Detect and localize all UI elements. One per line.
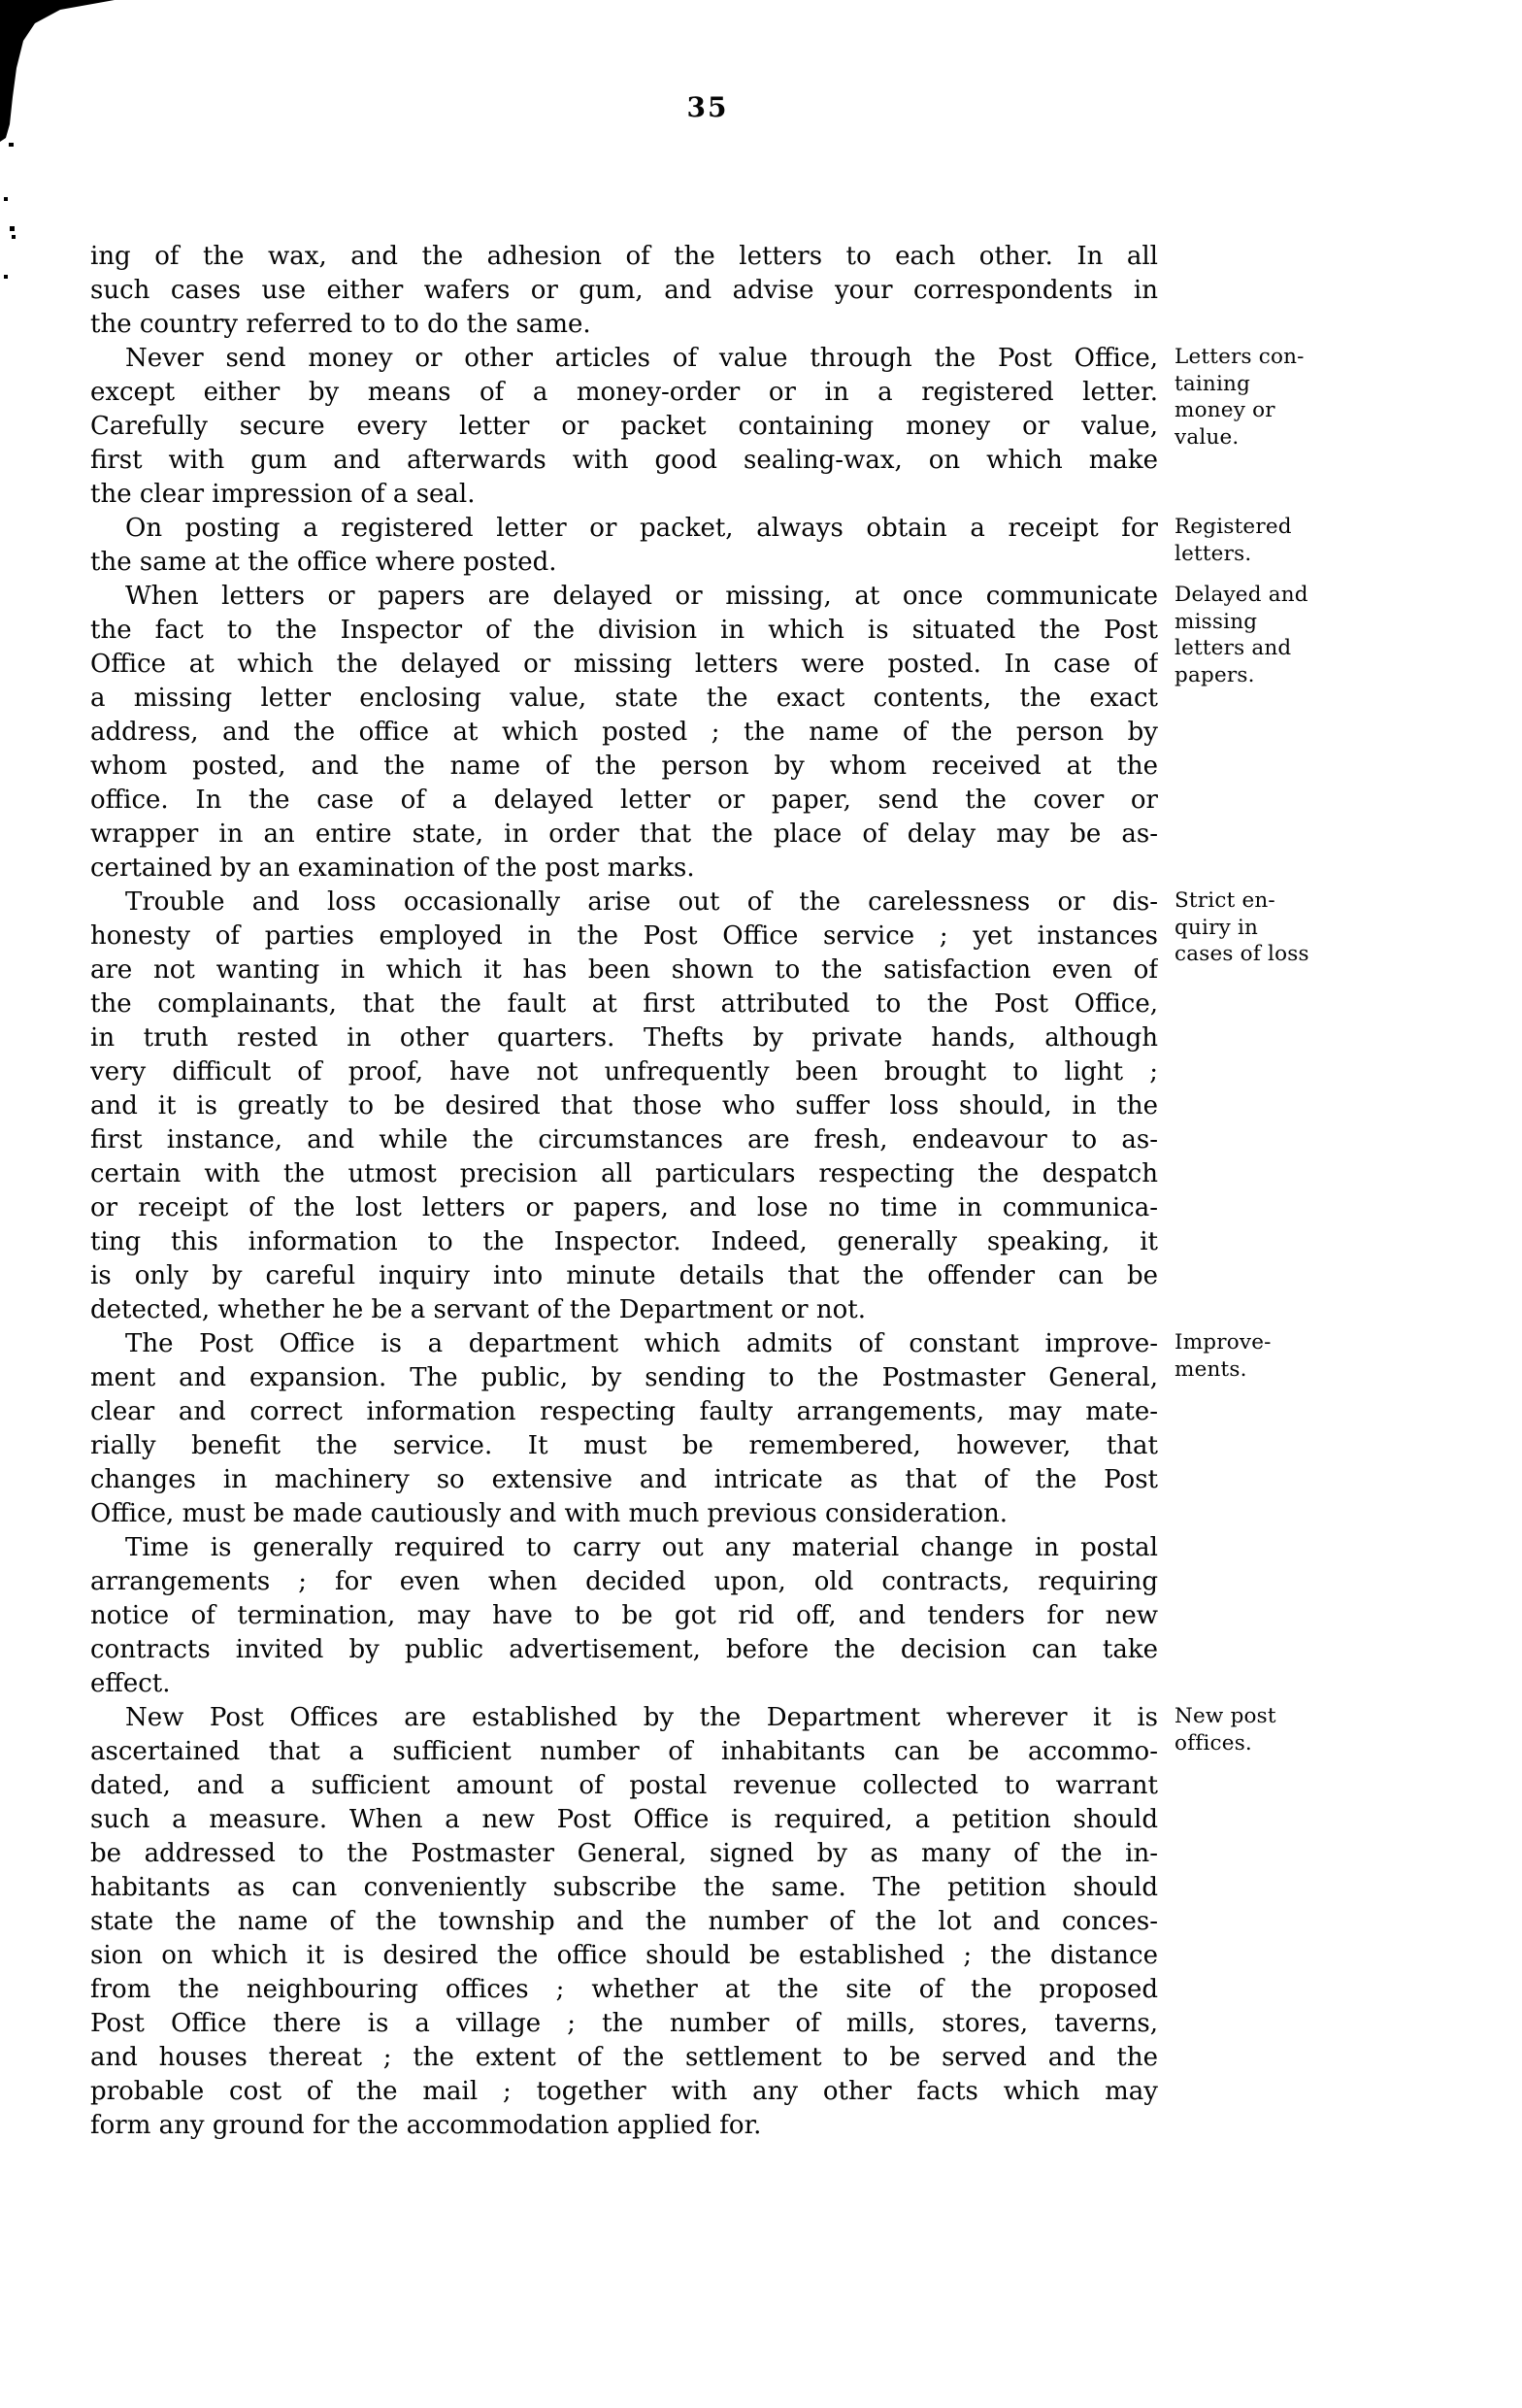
text-line: state the name of the township and the number of the lot and conces- xyxy=(90,1907,1158,1936)
text-line: the complainants, that the fault at first attributed to the Post Office, xyxy=(90,989,1158,1019)
text-line: Carefully secure every letter or packet containing money or value, xyxy=(90,412,1158,441)
text-line: certain with the utmost precision all particulars respecting the despatch xyxy=(90,1159,1158,1188)
text-line: Trouble and loss occasionally arise out of the carelessness or dis- xyxy=(125,887,1158,917)
margin-note-line: cases of loss xyxy=(1175,942,1309,966)
margin-note-line: letters and xyxy=(1175,636,1292,660)
text-line: first with gum and afterwards with good sealing-wax, on which make xyxy=(90,446,1158,475)
text-line: the clear impression of a seal. xyxy=(90,480,476,509)
text-line: contracts invited by public advertisement, before the decision can take xyxy=(90,1635,1158,1664)
text-line: detected, whether he be a servant of the Department or not. xyxy=(90,1295,866,1324)
text-line: Never send money or other articles of value through the Post Office, xyxy=(125,344,1158,373)
text-line: such a measure. When a new Post Office is required, a petition should xyxy=(90,1805,1158,1834)
text-line: such cases use either wafers or gum, and advise your correspondents in xyxy=(90,276,1158,305)
margin-note-line: Letters con- xyxy=(1175,345,1305,369)
margin-note-line: quiry in xyxy=(1175,915,1259,940)
paragraph-8 xyxy=(90,1701,1276,2143)
text-line: changes in machinery so extensive and intricate as that of the Post xyxy=(90,1465,1158,1494)
text-line: first instance, and while the circumstances are fresh, endeavour to as- xyxy=(90,1125,1158,1154)
margin-note-line: Improve- xyxy=(1175,1330,1272,1354)
text-line: except either by means of a money-order or in a registered letter. xyxy=(90,378,1158,407)
text-line: wrapper in an entire state, in order that the place of delay may be as- xyxy=(90,819,1158,849)
margin-note-line: Registered xyxy=(1175,515,1292,539)
text-line: The Post Office is a department which admits of constant improve- xyxy=(125,1329,1158,1358)
text-line: be addressed to the Postmaster General, signed by as many of the in- xyxy=(90,1839,1158,1868)
text-line: form any ground for the accommodation applied for. xyxy=(90,2111,762,2140)
paragraph-1 xyxy=(90,240,1158,342)
text-line: On posting a registered letter or packet, always obtain a receipt for xyxy=(125,514,1158,543)
text-line: probable cost of the mail ; together with any other facts which may xyxy=(90,2077,1158,2106)
text-line: sion on which it is desired the office should be established ; the distance xyxy=(90,1941,1158,1970)
text-line: very difficult of proof, have not unfrequently been brought to light ; xyxy=(90,1057,1158,1087)
margin-note xyxy=(1175,1329,1338,1383)
text-line: rially benefit the service. It must be remembered, however, that xyxy=(90,1431,1158,1460)
text-line: a missing letter enclosing value, state the exact contents, the exact xyxy=(90,684,1158,713)
text-line: habitants as can conveniently subscribe the same. The petition should xyxy=(90,1873,1158,1902)
text-line: When letters or papers are delayed or missing, at once communicate xyxy=(125,582,1158,611)
text-line: and it is greatly to be desired that those who suffer loss should, in the xyxy=(90,1091,1158,1120)
text-line: address, and the office at which posted ; the name of the person by xyxy=(90,718,1158,747)
text-line: arrangements ; for even when decided upon, old contracts, requiring xyxy=(90,1567,1158,1596)
text-line: from the neighbouring offices ; whether at the site of the proposed xyxy=(90,1975,1158,2004)
text-line: Post Office there is a village ; the number of mills, stores, taverns, xyxy=(90,2009,1158,2038)
margin-note-line: offices. xyxy=(1175,1730,1252,1756)
margin-note-line: value. xyxy=(1175,424,1240,450)
margin-note xyxy=(1175,887,1338,968)
paragraph-5 xyxy=(90,886,1309,1327)
margin-note xyxy=(1175,582,1338,688)
text-line: ting this information to the Inspector. Indeed, generally speaking, it xyxy=(90,1227,1158,1256)
margin-note xyxy=(1175,1703,1338,1756)
text-line: whom posted, and the name of the person by whom received at the xyxy=(90,752,1158,781)
text-line: Office, must be made cautiously and with much previous consideration. xyxy=(90,1499,1008,1528)
text-line: are not wanting in which it has been shown to the satisfaction even of xyxy=(90,955,1158,985)
text-line: New Post Offices are established by the Department wherever it is xyxy=(125,1703,1158,1732)
text-line: the fact to the Inspector of the division in which is situated the Post xyxy=(90,616,1158,645)
margin-note xyxy=(1175,344,1338,451)
text-line: or receipt of the lost letters or papers, and lose no time in communica- xyxy=(90,1193,1158,1222)
margin-note-line: Strict en- xyxy=(1175,888,1275,913)
margin-note xyxy=(1175,514,1338,567)
paragraph-7 xyxy=(90,1531,1158,1701)
margin-note-line: New post xyxy=(1175,1704,1276,1728)
text-line: and houses thereat ; the extent of the settlement to be served and the xyxy=(90,2043,1158,2072)
margin-note-line: taining xyxy=(1175,371,1251,396)
text-line: Office at which the delayed or missing letters were posted. In case of xyxy=(90,650,1158,679)
text-line: notice of termination, may have to be got rid off, and tenders for new xyxy=(90,1601,1158,1630)
margin-note-line: money or xyxy=(1175,398,1275,422)
page-number: 35 xyxy=(686,91,729,123)
text-line: the same at the office where posted. xyxy=(90,548,557,577)
text-line: in truth rested in other quarters. Thefts by private hands, although xyxy=(90,1023,1158,1053)
text-line: certained by an examination of the post marks. xyxy=(90,853,695,883)
paragraph-2 xyxy=(90,342,1305,512)
text-line: is only by careful inquiry into minute details that the offender can be xyxy=(90,1261,1158,1290)
margin-note-line: papers. xyxy=(1175,662,1255,687)
text-line: honesty of parties employed in the Post Office service ; yet instances xyxy=(90,921,1158,951)
text-line: office. In the case of a delayed letter or paper, send the cover or xyxy=(90,786,1158,815)
text-line: ing of the wax, and the adhesion of the letters to each other. In all xyxy=(90,242,1158,271)
text-line: the country referred to to do the same. xyxy=(90,310,591,339)
margin-note-line: Delayed and xyxy=(1175,583,1308,607)
text-line: ascertained that a sufficient number of inhabitants can be accommo- xyxy=(90,1737,1158,1766)
paragraph-4 xyxy=(90,580,1308,886)
margin-note-line: letters. xyxy=(1175,541,1252,566)
paragraph-3 xyxy=(90,512,1292,580)
text-line: Time is generally required to carry out any material change in postal xyxy=(125,1533,1158,1562)
text-line: clear and correct information respecting faulty arrangements, may mate- xyxy=(90,1397,1158,1426)
text-line: effect. xyxy=(90,1669,171,1698)
text-line: dated, and a sufficient amount of postal revenue collected to warrant xyxy=(90,1771,1158,1800)
margin-note-line: ments. xyxy=(1175,1356,1247,1382)
page-body-text xyxy=(90,240,1335,2143)
margin-note-line: missing xyxy=(1175,609,1258,634)
paragraph-6 xyxy=(90,1327,1272,1531)
text-line: ment and expansion. The public, by sending to the Postmaster General, xyxy=(90,1363,1158,1392)
